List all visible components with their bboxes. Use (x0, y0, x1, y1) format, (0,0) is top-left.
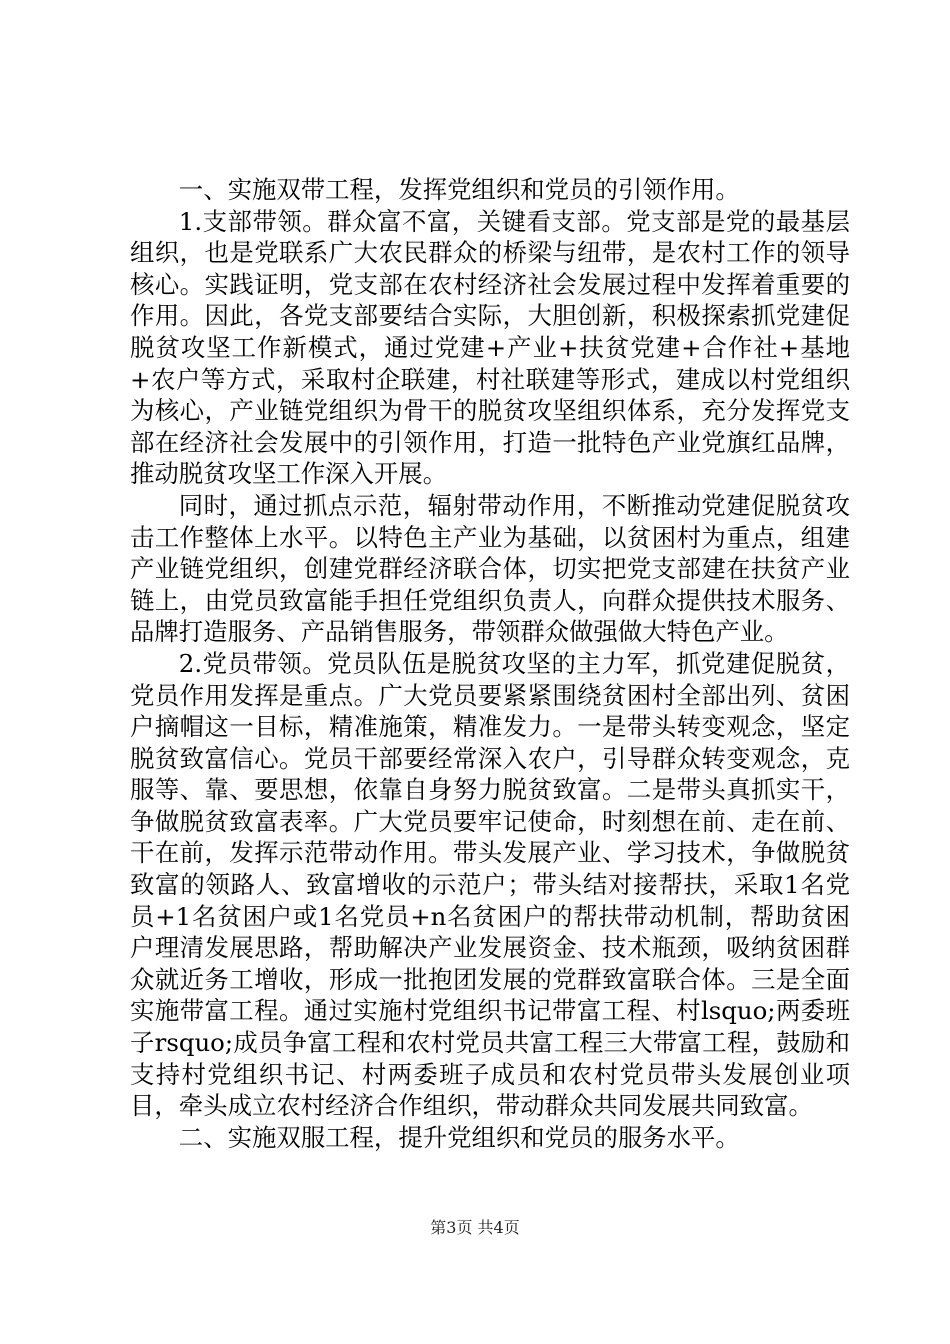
paragraph-demonstration: 同时，通过抓点示范，辐射带动作用，不断推动党建促脱贫攻击工作整体上水平。以特色主产业为基础，以贫困村为重点，组建产业链党组织，创建党群经济联合体，切实把党支部建在扶贫产业链上，由党员致富能手担任党组织负责人，向群众提供技术服务、品牌打造服务、产品销售服务，带领群众做强做大特色产业。 (130, 490, 850, 647)
document-body (130, 174, 850, 1153)
section-heading-1: 一、实施双带工程，发挥党组织和党员的引领作用。 (178, 175, 740, 204)
paragraph-branch-leadership: 1.支部带领。群众富不富，关键看支部。党支部是党的最基层组织，也是党联系广大农民群众的桥梁与纽带，是农村工作的领导核心。实践证明，党支部在农村经济社会发展过程中发挥着重要的作用。因此，各党支部要结合实际，大胆创新，积极探索抓党建促脱贫攻坚工作新模式，通过党建+产业+扶贫党建+合作社+基地+农户等方式，采取村企联建，村社联建等形式，建成以村党组织为核心，产业链党组织为骨干的脱贫攻坚组织体系，充分发挥党支部在经济社会发展中的引领作用，打造一批特色产业党旗红品牌，推动脱贫攻坚工作深入开展。 (130, 206, 850, 489)
page-footer: 第3页 共4页 (430, 1218, 520, 1237)
paragraph-party-member-leadership: 2.党员带领。党员队伍是脱贫攻坚的主力军，抓党建促脱贫，党员作用发挥是重点。广大党员要紧紧围绕贫困村全部出列、贫困户摘帽这一目标，精准施策，精准发力。一是带头转变观念，坚定脱贫致富信心。党员干部要经常深入农户，引导群众转变观念，克服等、靠、要思想，依靠自身努力脱贫致富。二是带头真抓实干，争做脱贫致富表率。广大党员要牢记使命，时刻想在前、走在前、干在前，发挥示范带动作用。带头发展产业、学习技术，争做脱贫致富的领路人、致富增收的示范户；带头结对接帮扶，采取1名党员+1名贫困户或1名党员+n名贫困户的帮扶带动机制，帮助贫困户理清发展思路，帮助解决产业发展资金、技术瓶颈，吸纳贫困群众就近务工增收，形成一批抱团发展的党群致富联合体。三是全面实施带富工程。通过实施村党组织书记带富工程、村lsquo;两委班子rsquo;成员争富工程和农村党员共富工程三大带富工程，鼓励和支持村党组织书记、村两委班子成员和农村党员带头发展创业项目，牵头成立农村经济合作组织，带动群众共同发展共同致富。 (130, 648, 850, 1121)
section-heading-2: 二、实施双服工程，提升党组织和党员的服务水平。 (178, 1122, 740, 1152)
